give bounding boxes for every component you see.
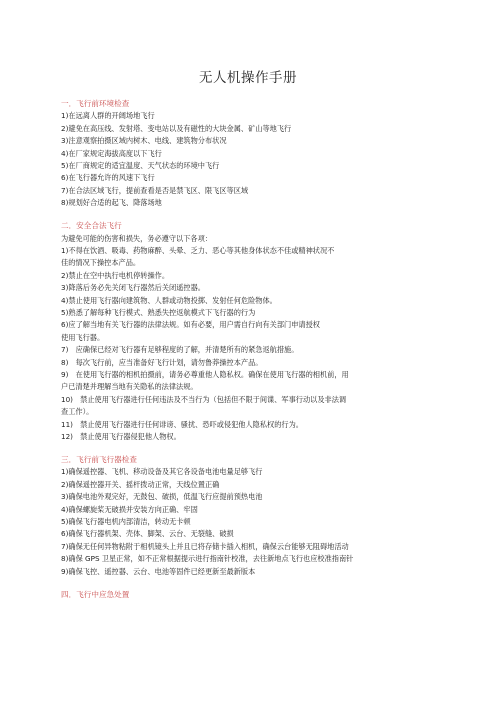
text-line: 1)在远离人群的开阔场地飞行 <box>61 111 155 121</box>
text-line: 佳的情况下操控本产品。 <box>61 258 141 268</box>
text-line: 11) 禁止使用飞行器进行任何诽谤、骚扰、恐吓或侵犯他人隐私权的行为。 <box>61 419 303 429</box>
text-line: 7)确保无任何异物粘附于相机镜头上并且已将存储卡插入相机，确保云台能够无阻碍地活动 <box>61 541 349 551</box>
text-line: 5)确保飞行器电机内部清洁，转动无卡顿 <box>61 517 191 526</box>
text-line: 6)确保飞行器机架、壳体、脚架、云台、无裂缝、破损 <box>61 529 234 539</box>
text-line: 为避免可能的伤害和损失，务必遵守以下各项： <box>61 233 212 243</box>
text-line: 使用飞行器。 <box>61 332 105 342</box>
text-line: 3)确保电池外观完好，无鼓包、破损，低温飞行应提前预热电池 <box>61 492 263 502</box>
text-line: 9) 在使用飞行器的相机拍摄前，请务必尊重他人隐私权。确保在使用飞行器的相机前，用 <box>61 370 349 380</box>
text-line: 5)在厂商规定的适宜温度、天气状态的环境中飞行 <box>61 161 220 171</box>
text-line: 户已清楚并理解当地有关隐私的法律法规。 <box>61 382 198 392</box>
text-line: 1)确保遥控器、飞机、移动设备及其它各设备电池电量足够飞行 <box>61 467 263 477</box>
section-2 <box>61 220 441 443</box>
text-line: 7)在合法区域飞行，提前查看是否是禁飞区、限飞区等区域 <box>61 185 249 195</box>
text-line: 10) 禁止使用飞行器进行任何违法及不当行为（包括但不限于间谍、军事行动以及非法调 <box>61 394 347 404</box>
text-line: 7) 应确保已经对飞行器有足够程度的了解，并清楚所有的紧急返航措施。 <box>61 345 299 355</box>
text-line: 6)在飞行器允许的风速下飞行 <box>61 173 155 183</box>
text-line: 2)禁止在空中执行电机停转操作。 <box>61 270 170 280</box>
section-heading: 四．飞行中应急处置 <box>61 589 130 599</box>
text-line: 查工作）。 <box>61 407 94 417</box>
text-line: 8)规划好合适的起飞、降落场地 <box>61 198 162 208</box>
section-3 <box>61 454 441 578</box>
text-line: 6)应了解当地有关飞行器的法律法规。如有必要，用户需自行向有关部门申请授权 <box>61 320 320 330</box>
section-4 <box>61 589 441 601</box>
section-heading: 一．飞行前环境检查 <box>61 99 130 108</box>
text-line: 2)确保遥控器开关、摇杆拨动正常，天线位置正确 <box>61 479 220 489</box>
text-line: 12) 禁止使用飞行器侵犯他人物权。 <box>61 432 181 442</box>
text-line: 5)熟悉了解每种飞行模式、熟悉失控返航模式下飞行器的行为 <box>61 308 256 317</box>
text-line: 2)避免在高压线、发射塔、变电站以及有磁性的大块金属、矿山等地飞行 <box>61 123 292 133</box>
section-heading: 二．安全合法飞行 <box>61 221 122 231</box>
document-title: 无人机操作手册 <box>199 70 297 86</box>
section-1 <box>61 98 441 210</box>
text-line: 8)确保 GPS 卫星正常，如不正常根据提示进行指南针校准，去往新地点飞行也应校准指南针 <box>61 554 354 564</box>
text-line: 9)确保飞控、遥控器、云台、电池等固件已经更新至最新版本 <box>61 566 256 576</box>
section-heading: 三．飞行前飞行器检查 <box>61 454 137 464</box>
text-line: 4)禁止使用飞行器向建筑物、人群或动物投掷、发射任何危险物体。 <box>61 295 277 305</box>
text-line: 3)注意观察拍摄区域内树木、电线、建筑物分布状况 <box>61 136 227 146</box>
text-line: 8) 每次飞行前，应当准备好飞行计划，请勿鲁莽操控本产品。 <box>61 357 263 367</box>
text-line: 1)不得在饮酒、吸毒、药物麻醉、头晕、乏力、恶心等其他身体状态不佳或精神状况不 <box>61 245 335 255</box>
text-line: 3)降落后务必先关闭飞行器然后关闭遥控器。 <box>61 283 205 293</box>
text-line: 4)确保螺旋桨无破损并安装方向正确、牢固 <box>61 504 198 514</box>
text-line: 4)在厂家规定海拔高度以下飞行 <box>61 148 162 158</box>
document-body <box>61 98 441 611</box>
